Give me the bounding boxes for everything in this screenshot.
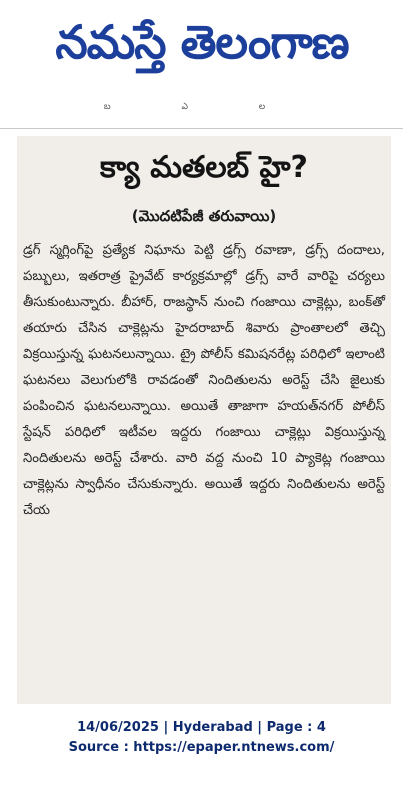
- footer: [0, 718, 403, 758]
- article-body: [23, 238, 385, 524]
- masthead: [0, 0, 403, 96]
- newspaper-title: నమస్తే తెలంగాణ: [55, 15, 349, 69]
- article-headline: క్యా మతలబ్ హై?: [100, 150, 308, 185]
- edition-info: 14/06/2025 | Hyderabad | Page : 4: [77, 720, 326, 735]
- masthead-subline: బ ఎ ల: [103, 102, 300, 112]
- continuation-note: (మొదటిపేజీ తరువాయి): [131, 207, 277, 225]
- source-link[interactable]: Source : https://epaper.ntnews.com/: [68, 740, 335, 755]
- article-paragraph: డ్రగ్ స్మగ్లింగ్‌పై ప్రత్యేక నిఘాను పెట్టి డ్రగ్స్ రవాణా, డ్రగ్స్ దందాలు, పబ్బులు, ఇతరాత్ర ప్రైవేట్ కార్యక్రమాల్లో డ్రగ్స్ వారే వారిపై చర్యలు తీసుకుంటున్నారు. బీహార్, రాజస్థాన్ నుంచి గంజాయి చాక్లెట్లు, బంక్‌తో తయారు చేసిన చాక్లెట్లను హైదరాబాద్ శివారు ప్రాంతాలలో తెచ్చి విక్రయిస్తున్న ఘటనలున్నాయి. ట్రై పోలీస్ కమిషనరేట్ల పరిధిలో ఇలాంటి ఘటనలు వెలుగులోకి రావడంతో నిందితులను అరెస్ట్ చేసి జైలుకు పంపించిన ఘటనలున్నాయి. అయితే తాజాగా హయత్‌నగర్ పోలీస్ స్టేషన్ పరిధిలో ఇటీవల ఇద్దరు గంజాయి చాక్లెట్లు విక్రయిస్తున్న నిందితులను అరెస్ట్ చేశారు. వారి వద్ద నుంచి 10 ప్యాకెట్ల గంజాయి చాక్లెట్లను స్వాధీనం చేసుకున్నారు. అయితే ఇద్దరు నిందితులను అరెస్ట్ చేయ: [23, 243, 385, 518]
- divider: [0, 128, 403, 129]
- news-clipping: [17, 136, 391, 704]
